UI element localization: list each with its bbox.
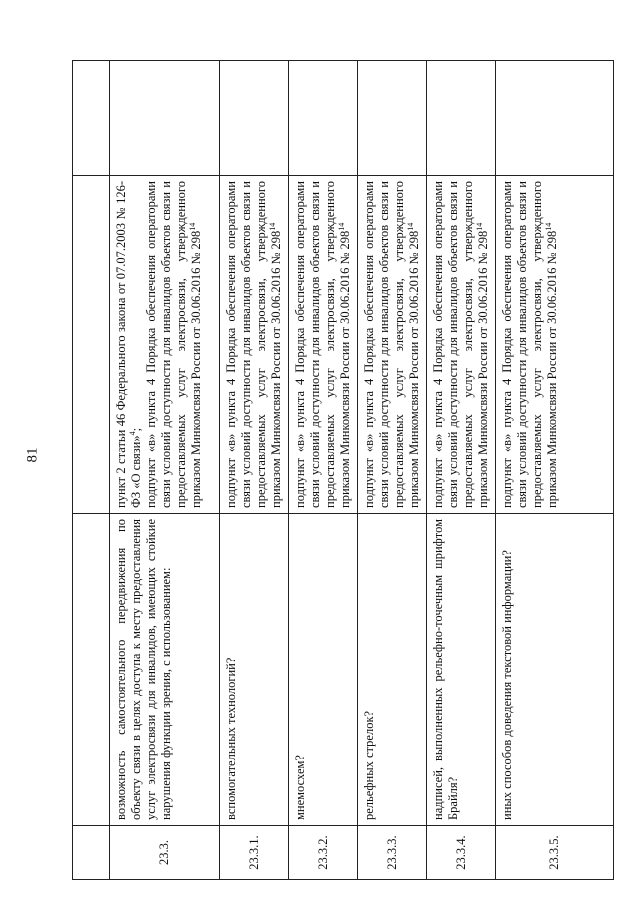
basis-order-footnote: 14: [474, 222, 484, 231]
row-extra: [220, 61, 289, 176]
row-number: 23.3.: [110, 826, 220, 880]
row-basis: [427, 176, 496, 514]
row-number: 23.3.4.: [427, 826, 496, 880]
table-row: [358, 61, 427, 880]
basis-order-footnote: 14: [267, 222, 277, 231]
basis-order-footnote: 14: [405, 222, 415, 231]
row-question: надписей, выполненных рельефно-точечным шрифтом Брайля?: [427, 514, 496, 826]
row-question: рельефных стрелок?: [358, 514, 427, 826]
row-question: мнемосхем?: [289, 514, 358, 826]
basis-law: пункт 2 статьи 46 Федерального закона от 07.07.2003 № 126-ФЗ «О связи»: [114, 181, 143, 508]
row-question: возможность самостоятельного передвижения по объекту связи в целях доступа к месту предоставления услуг электросвязи для инвалидов, имеющих стойкие нарушения функции зрения, с использованием:: [110, 514, 220, 826]
row-extra: [289, 61, 358, 176]
row-extra: [110, 61, 220, 176]
basis-order: подпункт «в» пункта 4 Порядка обеспечения операторами связи условий доступности для инвалидов объектов связи и предоставляемых услуг электросвязи, утвержденного приказом Минкомсвязи России от 30.06.2016 № 298: [431, 181, 490, 508]
row-basis: [289, 176, 358, 514]
basis-order: подпункт «в» пункта 4 Порядка обеспечения операторами связи условий доступности для инвалидов объектов связи и предоставляемых услуг электросвязи, утвержденного приказом Минкомсвязи России от 30.06.2016 № 298: [362, 181, 421, 508]
basis-order: подпункт «в» пункта 4 Порядка обеспечения операторами связи условий доступности для инвалидов объектов связи и предоставляемых услуг электросвязи, утвержденного приказом Минкомсвязи России от 30.06.2016 № 298: [293, 181, 352, 508]
row-basis: [110, 176, 220, 514]
table-row: [110, 61, 220, 880]
row-number: 23.3.2.: [289, 826, 358, 880]
row-basis: [220, 176, 289, 514]
page-number: 81: [24, 447, 41, 463]
row-number: 23.3.5.: [496, 826, 614, 880]
basis-order-footnote: 14: [187, 222, 197, 231]
row-extra: [427, 61, 496, 176]
basis-order-footnote: 14: [336, 222, 346, 231]
header-basis-cell: [73, 176, 110, 514]
row-extra: [496, 61, 614, 176]
header-extra-cell: [73, 61, 110, 176]
row-number: 23.3.3.: [358, 826, 427, 880]
basis-order: подпункт «в» пункта 4 Порядка обеспечения операторами связи условий доступности для инвалидов объектов связи и предоставляемых услуг электросвязи, утвержденного приказом Минкомсвязи России от 30.06.2016 № 298: [144, 181, 203, 508]
checklist-table: [72, 60, 614, 880]
row-basis: [358, 176, 427, 514]
basis-order: подпункт «в» пункта 4 Порядка обеспечения операторами связи условий доступности для инвалидов объектов связи и предоставляемых услуг электросвязи, утвержденного приказом Минкомсвязи России от 30.06.2016 № 298: [500, 181, 559, 508]
table-row: [289, 61, 358, 880]
basis-order-footnote: 14: [543, 222, 553, 231]
table-row: [496, 61, 614, 880]
row-extra: [358, 61, 427, 176]
table-row: [427, 61, 496, 880]
basis-law-footnote: 4: [127, 431, 137, 436]
row-basis: [496, 176, 614, 514]
row-question: иных способов доведения текстовой информации?: [496, 514, 614, 826]
basis-law-punct: ;: [129, 427, 143, 432]
table-header-row: [73, 61, 110, 880]
document-table-rotated: [72, 61, 614, 880]
table-row: [220, 61, 289, 880]
row-question: вспомогательных технологий?: [220, 514, 289, 826]
basis-order: подпункт «в» пункта 4 Порядка обеспечения операторами связи условий доступности для инвалидов объектов связи и предоставляемых услуг электросвязи, утвержденного приказом Минкомсвязи России от 30.06.2016 № 298: [224, 181, 283, 508]
row-number: 23.3.1.: [220, 826, 289, 880]
header-question-cell: [73, 514, 110, 826]
header-num-cell: [73, 826, 110, 880]
